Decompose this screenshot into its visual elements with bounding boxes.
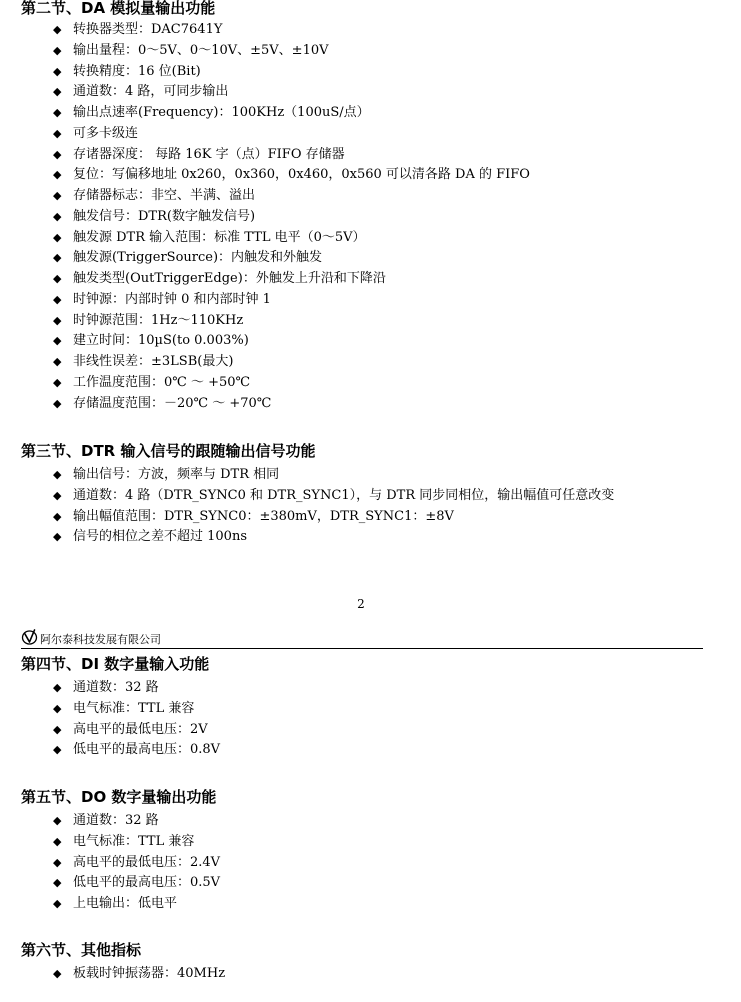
bullet-icon: ◆ <box>53 85 62 99</box>
list-item-text: 高电平的最低电压：2V <box>73 721 208 737</box>
section-5-title: 第五节、DO 数字量输出功能 <box>21 788 217 806</box>
section-6-title: 第六节、其他指标 <box>21 941 142 959</box>
list-item-text: 通道数：32 路 <box>73 813 159 828</box>
list-item-text: 触发信号：DTR(数字触发信号) <box>73 208 256 224</box>
list-item-text: 电气标准：TTL 兼容 <box>73 833 195 849</box>
list-item-text: 输出点速率(Frequency)：100KHz（100uS/点） <box>73 105 370 120</box>
list-item-text: 信号的相位之差不超过 100ns <box>73 529 247 545</box>
bullet-icon: ◆ <box>53 209 62 223</box>
bullet-icon: ◆ <box>53 23 62 36</box>
list-item-text: 转换器类型：DAC7641Y <box>73 22 223 37</box>
bullet-icon: ◆ <box>53 313 62 327</box>
list-item-text: 触发源 DTR 输入范围：标准 TTL 电平（0～5V） <box>73 229 366 245</box>
bullet-icon: ◆ <box>53 814 62 827</box>
bullet-icon: ◆ <box>53 292 62 306</box>
list-item-text: 输出量程：0～5V、0～10V、±5V、±10V <box>73 42 329 58</box>
page-number: 2 <box>357 597 365 611</box>
list-item-text: 低电平的最高电压：0.5V <box>73 875 221 891</box>
list-item-text: 建立时间：10µS(to 0.003%) <box>73 333 249 349</box>
list-item-text: 非线性误差：±3LSB(最大) <box>73 354 234 369</box>
bullet-icon: ◆ <box>53 126 62 140</box>
bullet-icon: ◆ <box>53 251 62 265</box>
bullet-icon: ◆ <box>53 230 62 244</box>
bullet-icon: ◆ <box>53 355 62 368</box>
company-logo-icon <box>21 628 39 646</box>
list-item-text: 通道数：4 路，可同步输出 <box>73 84 229 100</box>
bullet-icon: ◆ <box>53 43 62 57</box>
list-item-text: 电气标准：TTL 兼容 <box>73 700 195 716</box>
bullet-icon: ◆ <box>53 681 62 694</box>
bullet-icon: ◆ <box>53 530 62 544</box>
list-item-text: 通道数：32 路 <box>73 680 159 695</box>
list-item-text: 存诸器深度： 每路 16K 字（点）FIFO 存储器 <box>73 146 345 162</box>
list-item-text: 可多卡级连 <box>73 125 139 141</box>
list-item-text: 板载时钟振荡器：40MHz <box>73 966 226 981</box>
bullet-icon: ◆ <box>53 488 62 502</box>
bullet-icon: ◆ <box>53 106 62 119</box>
bullet-icon: ◆ <box>53 64 62 78</box>
list-item-text: 转换精度：16 位(Bit) <box>73 63 201 79</box>
bullet-icon: ◆ <box>53 876 62 890</box>
list-item-text: 高电平的最低电压：2.4V <box>73 854 221 870</box>
list-item-text: 存储器标志：非空、半满、溢出 <box>73 188 256 203</box>
list-item-text: 工作温度范围：0℃ ～ +50℃ <box>73 374 251 390</box>
bullet-icon: ◆ <box>53 375 62 389</box>
bullet-icon: ◆ <box>53 855 62 869</box>
list-item-text: 复位：写偏移地址 0x260，0x360，0x460，0x560 可以清各路 DA 的 FIFO <box>73 167 530 183</box>
bullet-icon: ◆ <box>53 168 62 182</box>
list-item-text: 输出信号：方波，频率与 DTR 相同 <box>73 467 280 482</box>
page-header <box>21 627 161 647</box>
bullet-icon: ◆ <box>53 701 62 715</box>
list-item-text: 时钟源：内部时钟 0 和内部时钟 1 <box>73 291 271 307</box>
section-4-title: 第四节、DI 数字量输入功能 <box>21 655 210 673</box>
bullet-icon: ◆ <box>53 147 62 161</box>
bullet-icon: ◆ <box>53 743 62 757</box>
bullet-icon: ◆ <box>53 897 62 910</box>
list-item-text: 通道数：4 路（DTR_SYNC0 和 DTR_SYNC1），与 DTR 同步同相位，输出幅值可任意改变 <box>73 487 615 503</box>
header-divider <box>21 648 703 649</box>
list-item-text: 输出幅值范围：DTR_SYNC0：±380mV，DTR_SYNC1：±8V <box>73 508 454 524</box>
bullet-icon: ◆ <box>53 967 62 980</box>
bullet-icon: ◆ <box>53 722 62 736</box>
list-item-text: 触发类型(OutTriggerEdge)：外触发上升沿和下降沿 <box>73 271 386 286</box>
bullet-icon: ◆ <box>53 272 62 285</box>
list-item-text: 触发源(TriggerSource)：内触发和外触发 <box>73 250 323 266</box>
bullet-icon: ◆ <box>53 334 62 348</box>
section-3-title: 第三节、DTR 输入信号的跟随输出信号功能 <box>21 442 316 460</box>
company-name: 阿尔泰科技发展有限公司 <box>40 633 161 646</box>
bullet-icon: ◆ <box>53 509 62 523</box>
bullet-icon: ◆ <box>53 834 62 848</box>
list-item-text: 低电平的最高电压：0.8V <box>73 742 221 758</box>
list-item-text: 上电输出：低电平 <box>73 896 178 911</box>
bullet-icon: ◆ <box>53 468 62 481</box>
bullet-icon: ◆ <box>53 396 62 410</box>
list-item-text: 存储温度范围：－20℃ ～ +70℃ <box>73 395 272 411</box>
section-2-title: 第二节、DA 模拟量输出功能 <box>21 0 216 17</box>
bullet-icon: ◆ <box>53 189 62 202</box>
list-item-text: 时钟源范围：1Hz～110KHz <box>73 312 244 328</box>
